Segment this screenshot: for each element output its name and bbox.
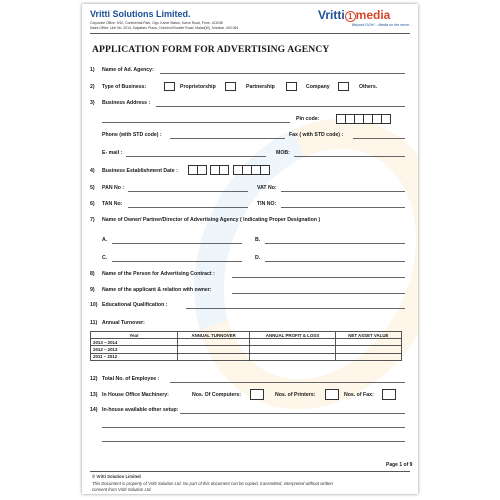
label-phone: Phone (with STD code) : <box>102 132 162 138</box>
profit-loss-cell[interactable] <box>250 353 335 360</box>
table-row <box>91 346 402 353</box>
label-qualification: Educational Qualification : <box>102 302 168 308</box>
qualification-input[interactable] <box>186 308 405 309</box>
email-input[interactable] <box>126 156 266 157</box>
footer-note-line-1: This Document is property of Vritti Solution Ltd. No part of this document can be copied, transmitted, interpreted without written <box>92 481 333 486</box>
label-establishment-date: Business Establishment Date : <box>102 168 178 174</box>
label-annual-turnover: Annual Turnover: <box>102 320 145 326</box>
tan-input[interactable] <box>128 207 248 208</box>
sales-office: Sales Office: Unit No. 2014, Kalpataru Plaza, Chinchoil Bunder Road, Malad(W), Mumbai -400 064 <box>90 26 239 30</box>
company-name: Vritti Solutions Limited. <box>90 9 191 19</box>
net-asset-cell[interactable] <box>335 339 401 346</box>
profit-loss-cell[interactable] <box>250 339 335 346</box>
phone-input[interactable] <box>170 138 285 139</box>
pan-input[interactable] <box>128 191 248 192</box>
form-title: APPLICATION FORM FOR ADVERTISING AGENCY <box>92 44 330 55</box>
label-pin-code: Pin code: <box>296 116 320 122</box>
label-business-type: Type of Business: <box>102 84 147 90</box>
label-email: E- mail : <box>102 150 123 156</box>
label-agency-name: Name of Ad. Agency: <box>102 67 154 73</box>
field-number: 12) <box>90 376 98 382</box>
employees-input[interactable] <box>170 382 405 383</box>
address-line-1[interactable] <box>156 106 405 107</box>
turnover-cell[interactable] <box>178 353 250 360</box>
other-setup-line-2[interactable] <box>102 427 405 428</box>
other-setup-line-3[interactable] <box>102 441 405 442</box>
footer-copyright: © Vritti Solution Limited <box>92 474 141 479</box>
year-cell: 2013 – 2014 <box>91 339 178 346</box>
label-others: Others. <box>359 84 378 90</box>
owner-a-input[interactable] <box>112 243 242 244</box>
label-other-setup: In-house available other setup: <box>102 407 179 413</box>
turnover-cell[interactable] <box>178 339 250 346</box>
proprietorship-checkbox[interactable] <box>225 82 236 91</box>
fax-count-box[interactable] <box>382 389 396 400</box>
column-header: ANNUAL PROFIT & LOSS <box>250 332 335 339</box>
label-applicant-relation: Name of the applicant & relation with owner: <box>102 287 212 293</box>
label-owner-d: D. <box>255 255 261 261</box>
other-setup-line-1[interactable] <box>180 413 405 414</box>
label-owner-b: B. <box>255 237 261 243</box>
turnover-table <box>90 331 402 361</box>
turnover-cell[interactable] <box>178 346 250 353</box>
partnership-checkbox[interactable] <box>286 82 297 91</box>
address-line-2[interactable] <box>102 122 290 123</box>
label-partnership: Partnership <box>246 84 275 90</box>
owner-b-input[interactable] <box>265 243 405 244</box>
corporate-office: Corporate Office: 9/10, Continental Park, Opp. Karve Statue, Karve Road, Pune -411038 <box>90 21 223 25</box>
label-office-machinery: In House Office Machinery: <box>102 392 169 398</box>
owner-d-input[interactable] <box>265 261 405 262</box>
label-business-address: Business Address : <box>102 100 151 106</box>
agency-name-input[interactable] <box>160 73 405 74</box>
label-pan: PAN No : <box>102 185 125 191</box>
label-computers: Nos. Of Computers: <box>192 392 241 398</box>
vat-input[interactable] <box>281 191 405 192</box>
profit-loss-cell[interactable] <box>250 346 335 353</box>
field-number: 9) <box>90 287 95 293</box>
label-mob: MOB: <box>276 150 290 156</box>
label-vat: VAT No: <box>257 185 277 191</box>
mob-input[interactable] <box>294 156 405 157</box>
vritti-media-logo: Vritti 1 media <box>318 8 391 22</box>
net-asset-cell[interactable] <box>335 346 401 353</box>
applicant-relation-input[interactable] <box>232 293 405 294</box>
field-number: 10) <box>90 302 98 308</box>
computers-box[interactable] <box>250 389 264 400</box>
label-total-employees: Total No. of Employee : <box>102 376 160 382</box>
field-number: 3) <box>90 100 95 106</box>
label-proprietorship: Proprietorship <box>180 84 216 90</box>
label-owner-c: C. <box>102 255 108 261</box>
year-cell: 2011 – 2012 <box>91 353 178 360</box>
page-number: Page 1 of 9 <box>386 462 413 468</box>
field-number: 7) <box>90 217 95 223</box>
net-asset-cell[interactable] <box>335 353 401 360</box>
tin-input[interactable] <box>281 207 405 208</box>
footer-note-line-2: consent from Vritti Solution Ltd. <box>92 487 152 492</box>
field-number: 6) <box>90 201 95 207</box>
field-number: 4) <box>90 168 95 174</box>
label-owner-name: Name of Owner/ Partner/Director of Advertising Agency ( Indicating Proper Designation ) <box>102 217 321 223</box>
footer-divider <box>90 471 410 472</box>
table-header-row <box>91 332 402 339</box>
company-checkbox[interactable] <box>338 82 349 91</box>
table-row <box>91 339 402 346</box>
label-owner-a: A. <box>102 237 108 243</box>
logo-tagline: Beyond OOH! ...Media on the move... <box>352 23 412 27</box>
field-number: 8) <box>90 271 95 277</box>
column-header: Year <box>91 332 178 339</box>
column-header: ANNUAL TURNOVER <box>178 332 250 339</box>
year-cell: 2012 – 2013 <box>91 346 178 353</box>
label-tan: TAN No: <box>102 201 123 207</box>
logo-text-vritti: Vritti <box>318 8 345 22</box>
fax-input[interactable] <box>353 138 405 139</box>
logo-text-media: media <box>355 8 391 22</box>
field-number: 1) <box>90 67 95 73</box>
label-fax-count: Nos. of Fax: <box>344 392 374 398</box>
business-type-blank-checkbox[interactable] <box>164 82 175 91</box>
field-number: 2) <box>90 84 95 90</box>
label-fax: Fax ( with STD code) : <box>289 132 344 138</box>
field-number: 13) <box>90 392 98 398</box>
label-contract-person: Name of the Person for Advertising Contract : <box>102 271 215 277</box>
printers-box[interactable] <box>325 389 339 400</box>
contract-person-input[interactable] <box>232 277 405 278</box>
field-number: 11) <box>90 320 98 326</box>
form-page <box>82 4 418 494</box>
field-number: 14) <box>90 407 98 413</box>
label-printers: Nos. of Printers: <box>275 392 316 398</box>
label-company: Company <box>306 84 330 90</box>
label-tin: TIN NO: <box>257 201 277 207</box>
column-header: NET ASSET VALUE <box>335 332 401 339</box>
table-row <box>91 353 402 360</box>
header-divider <box>90 33 410 34</box>
owner-c-input[interactable] <box>112 261 242 262</box>
field-number: 5) <box>90 185 95 191</box>
